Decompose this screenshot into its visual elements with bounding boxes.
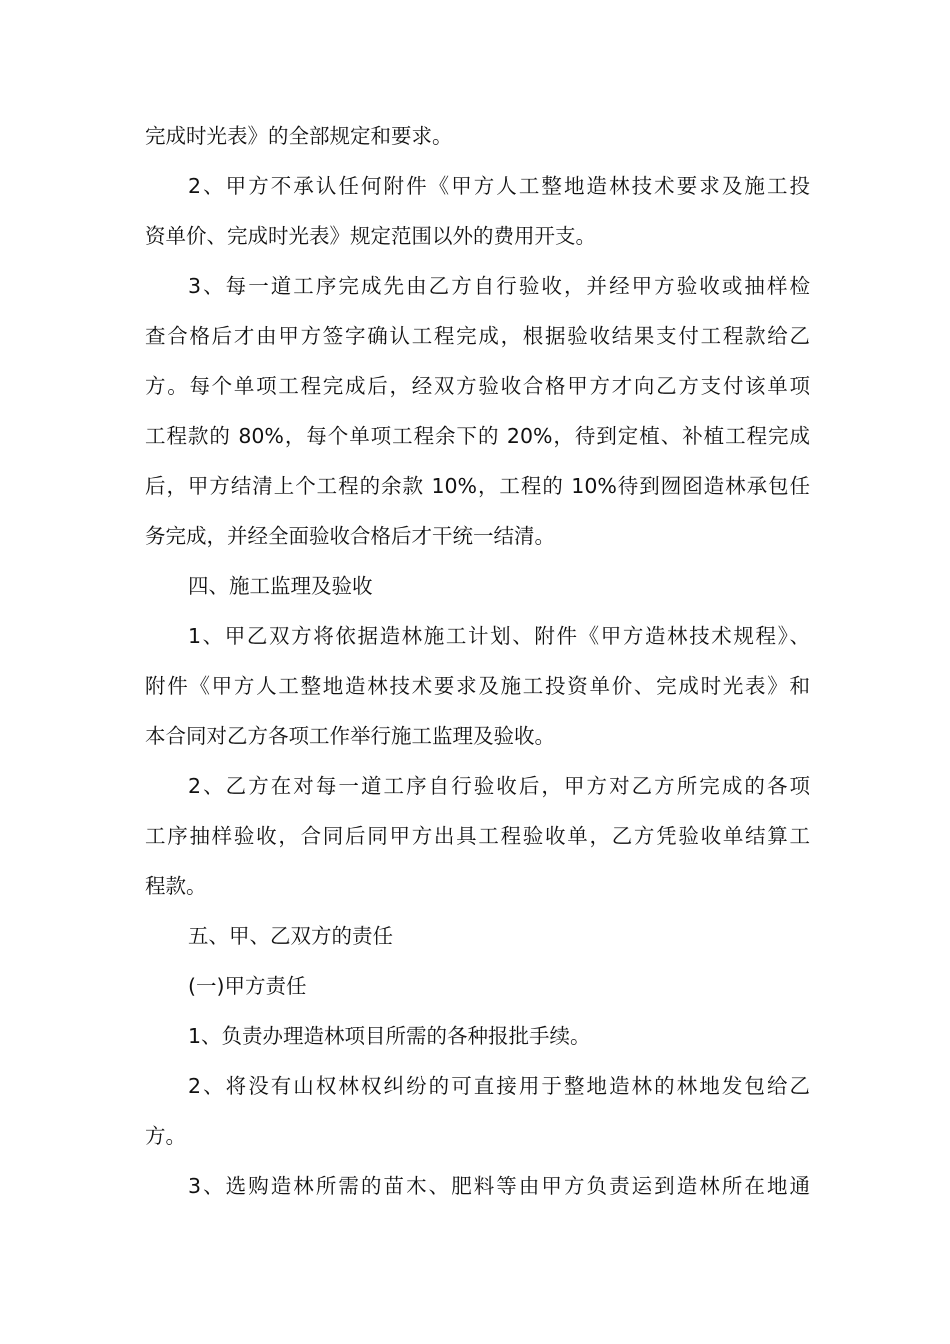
text-line: 本合同对乙方各项工作举行施工监理及验收。 <box>145 724 555 748</box>
text-line: 程款。 <box>145 874 207 898</box>
text-line: 1、负责办理造林项目所需的各种报批手续。 <box>188 1024 591 1048</box>
text-line: 务完成，并经全面验收合格后才干统一结清。 <box>145 524 555 548</box>
subsection-heading: (一)甲方责任 <box>188 974 307 998</box>
text-line: 2、甲方不承认任何附件《甲方人工整地造林技术要求及施工投 <box>188 174 810 198</box>
text-line: 2、将没有山权林权纠纷的可直接用于整地造林的林地发包给乙 <box>188 1074 810 1098</box>
text-line: 后，甲方结清上个工程的余款 10%，工程的 10%待到囫囵造林承包任 <box>145 474 810 498</box>
text-line: 3、选购造林所需的苗木、肥料等由甲方负责运到造林所在地通 <box>188 1174 810 1198</box>
section-heading: 五、甲、乙双方的责任 <box>188 924 393 948</box>
text-line: 完成时光表》的全部规定和要求。 <box>145 124 453 148</box>
text-line: 2、乙方在对每一道工序自行验收后，甲方对乙方所完成的各项 <box>188 774 810 798</box>
text-line: 资单价、完成时光表》规定范围以外的费用开支。 <box>145 224 596 248</box>
text-line: 查合格后才由甲方签字确认工程完成，根据验收结果支付工程款给乙 <box>145 324 810 348</box>
text-line: 工序抽样验收，合同后同甲方出具工程验收单，乙方凭验收单结算工 <box>145 824 810 848</box>
text-line: 工程款的 80%，每个单项工程余下的 20%，待到定植、补植工程完成 <box>145 424 810 448</box>
text-line: 附件《甲方人工整地造林技术要求及施工投资单价、完成时光表》和 <box>145 674 810 698</box>
section-heading: 四、施工监理及验收 <box>188 574 373 598</box>
text-line: 方。每个单项工程完成后，经双方验收合格甲方才向乙方支付该单项 <box>145 374 810 398</box>
text-line: 方。 <box>145 1124 186 1148</box>
text-line: 1、甲乙双方将依据造林施工计划、附件《甲方造林技术规程》、 <box>188 624 810 648</box>
text-line: 3、每一道工序完成先由乙方自行验收，并经甲方验收或抽样检 <box>188 274 810 298</box>
